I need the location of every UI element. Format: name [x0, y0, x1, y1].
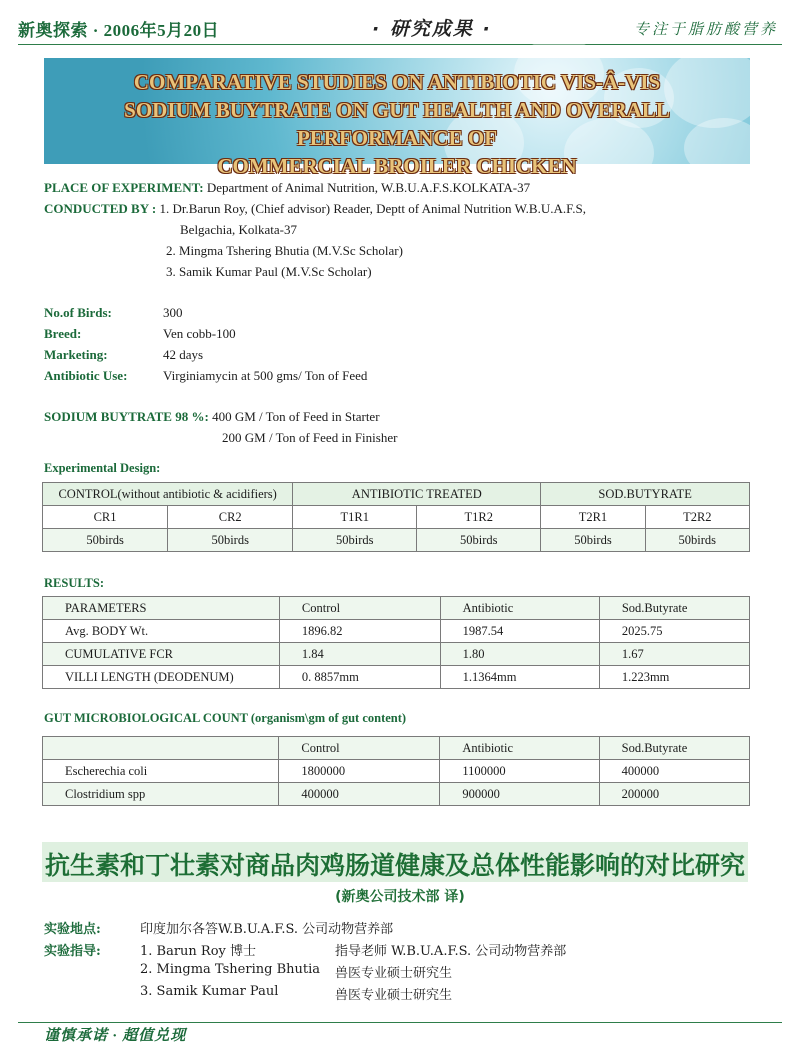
results-cell: 1.80: [440, 643, 599, 666]
design-rep: T2R1: [541, 506, 645, 529]
results-cell: 2025.75: [599, 620, 749, 643]
design-group-antibiotic: ANTIBIOTIC TREATED: [293, 483, 541, 506]
design-birds: 50birds: [293, 529, 417, 552]
gut-header: Control: [279, 737, 440, 760]
gut-count-title: GUT MICROBIOLOGICAL COUNT (organism\gm of gut content): [44, 711, 407, 725]
design-birds: 50birds: [541, 529, 645, 552]
gut-cell: Clostridium spp: [43, 783, 279, 806]
sodium-butyrate-finisher: 200 GM / Ton of Feed in Finisher: [222, 430, 398, 445]
design-title: Experimental Design:: [44, 461, 161, 475]
results-cell: 0. 8857mm: [279, 666, 440, 689]
results-cell: 1.84: [279, 643, 440, 666]
results-table: [42, 596, 750, 689]
cn-guide-name: 1. Barun Roy 博士: [140, 944, 257, 959]
breed-value: Ven cobb-100: [163, 326, 236, 341]
marketing-value: 42 days: [163, 347, 204, 362]
design-birds: 50birds: [43, 529, 168, 552]
results-header: Sod.Butyrate: [599, 597, 749, 620]
design-birds: 50birds: [417, 529, 541, 552]
footer-divider: [18, 1022, 782, 1023]
cn-place-value: 印度加尔各答W.B.U.A.F.S. 公司动物营养部: [140, 922, 394, 937]
cn-place-label: 实验地点:: [44, 922, 101, 937]
chinese-subtitle: (新奥公司技术部 译): [335, 889, 465, 905]
chinese-title-bar: [42, 842, 748, 882]
design-birds: 50birds: [645, 529, 749, 552]
gut-header: Sod.Butyrate: [599, 737, 749, 760]
results-cell: 1987.54: [440, 620, 599, 643]
design-group-butyrate: SOD.BUTYRATE: [541, 483, 750, 506]
table-row: [43, 666, 750, 689]
gut-count-table: [42, 736, 750, 806]
gut-cell: 200000: [599, 783, 749, 806]
article-title: COMPARATIVE STUDIES ON ANTIBIOTIC VIS-Â-VIS SODIUM BUYTRATE ON GUT HEALTH AND OVERALL PERFORMANCE OF COMMERCIAL BROILER CHICKEN: [124, 70, 670, 178]
birds-value: 300: [163, 305, 183, 320]
conducted-by-3: 3. Samik Kumar Paul (M.V.Sc Scholar): [166, 264, 372, 279]
marketing-label: Marketing:: [44, 347, 108, 362]
birds-label: No.of Birds:: [44, 305, 112, 320]
results-cell: 1.67: [599, 643, 749, 666]
cn-guide-name: 3. Samik Kumar Paul: [140, 984, 279, 999]
header-section: · 研究成果 ·: [372, 18, 492, 40]
cn-guide-role: 兽医专业硕士研究生: [335, 966, 453, 981]
cn-guide-role: 兽医专业硕士研究生: [335, 988, 453, 1003]
results-cell: 1896.82: [279, 620, 440, 643]
title-banner: [44, 58, 750, 178]
gut-cell: 900000: [440, 783, 599, 806]
gut-cell: 400000: [279, 783, 440, 806]
header-divider: [18, 44, 782, 45]
cn-guide-label: 实验指导:: [44, 944, 101, 959]
conducted-by-2: 2. Mingma Tshering Bhutia (M.V.Sc Scholar): [166, 243, 403, 258]
header-date: 新奥探索 · 2006年5月20日: [18, 21, 220, 40]
design-group-control: CONTROL(without antibiotic & acidifiers): [43, 483, 293, 506]
results-cell: CUMULATIVE FCR: [43, 643, 280, 666]
design-table: [42, 482, 750, 552]
gut-cell: Escherechia coli: [43, 760, 279, 783]
conducted-by-address: Belgachia, Kolkata-37: [180, 222, 297, 237]
place-of-experiment: PLACE OF EXPERIMENT: Department of Animal Nutrition, W.B.U.A.F.S.KOLKATA-37: [44, 180, 531, 195]
results-header: Antibiotic: [440, 597, 599, 620]
table-row: [43, 597, 750, 620]
table-row: [43, 620, 750, 643]
results-cell: 1.223mm: [599, 666, 749, 689]
design-rep: CR2: [168, 506, 293, 529]
table-row: [43, 760, 750, 783]
header-slogan: 专注于脂肪酸营养: [633, 22, 778, 38]
gut-cell: 1100000: [440, 760, 599, 783]
sodium-butyrate-dose: SODIUM BUYTRATE 98 %: 400 GM / Ton of Feed in Starter: [44, 409, 380, 424]
footer-slogan: 谨慎承诺 · 超值兑现: [44, 1028, 187, 1044]
gut-cell: 1800000: [279, 760, 440, 783]
results-cell: VILLI LENGTH (DEODENUM): [43, 666, 280, 689]
conducted-by: CONDUCTED BY : 1. Dr.Barun Roy, (Chief advisor) Reader, Deptt of Animal Nutrition W.B.U.A.F.S,: [44, 201, 587, 216]
page-header: [0, 0, 800, 50]
antibiotic-value: Virginiamycin at 500 gms/ Ton of Feed: [163, 368, 368, 383]
design-rep: T2R2: [645, 506, 749, 529]
design-rep: CR1: [43, 506, 168, 529]
cn-guide-role: 指导老师 W.B.U.A.F.S. 公司动物营养部: [335, 944, 567, 959]
antibiotic-label: Antibiotic Use:: [44, 368, 128, 383]
design-rep: T1R1: [293, 506, 417, 529]
gut-cell: 400000: [599, 760, 749, 783]
results-header: Control: [279, 597, 440, 620]
design-rep: T1R2: [417, 506, 541, 529]
table-row: [43, 643, 750, 666]
chinese-title: 抗生素和丁壮素对商品肉鸡肠道健康及总体性能影响的对比研究: [44, 851, 745, 880]
breed-label: Breed:: [44, 326, 82, 341]
cn-guide-name: 2. Mingma Tshering Bhutia: [140, 962, 321, 977]
results-cell: 1.1364mm: [440, 666, 599, 689]
gut-header: [43, 737, 279, 760]
results-title: RESULTS:: [44, 576, 104, 590]
results-header: PARAMETERS: [43, 597, 280, 620]
table-row: [43, 737, 750, 760]
table-row: [43, 783, 750, 806]
gut-header: Antibiotic: [440, 737, 599, 760]
results-cell: Avg. BODY Wt.: [43, 620, 280, 643]
design-birds: 50birds: [168, 529, 293, 552]
